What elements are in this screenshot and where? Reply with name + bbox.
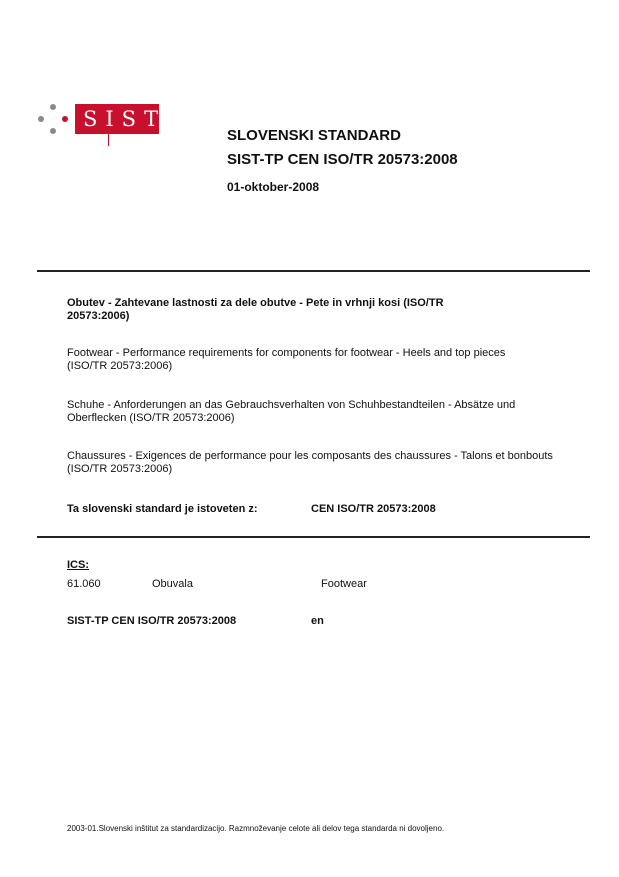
logo-dot <box>50 104 56 110</box>
standard-code: SIST-TP CEN ISO/TR 20573:2008 <box>227 151 458 168</box>
logo-dot-red <box>62 116 68 122</box>
ics-term-en: Footwear <box>321 578 367 590</box>
logo-divider <box>108 134 109 146</box>
logo-wordmark: SIST <box>75 104 159 134</box>
title-english: Footwear - Performance requirements for components for footwear - Heels and top pieces (ISO/TR 20573:2006) <box>67 347 506 372</box>
publication-date: 01-oktober-2008 <box>227 180 320 194</box>
top-divider <box>37 270 590 272</box>
middle-divider <box>37 536 590 538</box>
copyright-notice: 2003-01.Slovenski inštitut za standardizacijo. Razmnoževanje celote ali delov tega standarda ni dovoljeno. <box>67 824 445 833</box>
identical-value: CEN ISO/TR 20573:2008 <box>311 503 436 515</box>
sist-logo <box>36 104 166 144</box>
reference-code: SIST-TP CEN ISO/TR 20573:2008 <box>67 615 237 627</box>
reference-lang: en <box>311 615 324 627</box>
ics-term-sl: Obuvala <box>152 578 193 590</box>
logo-dot <box>50 128 56 134</box>
identical-label: Ta slovenski standard je istoveten z: <box>67 503 258 515</box>
ics-heading: ICS: <box>67 559 89 571</box>
standard-type: SLOVENSKI STANDARD <box>227 127 401 144</box>
title-french: Chaussures - Exigences de performance pour les composants des chaussures - Talons et bonbouts (ISO/TR 20573:2006) <box>67 450 553 475</box>
title-german: Schuhe - Anforderungen an das Gebrauchsverhalten von Schuhbestandteilen - Absätze und Oberflecken (ISO/TR 20573:2006) <box>67 399 516 424</box>
ics-code: 61.060 <box>67 578 101 590</box>
logo-dot <box>38 116 44 122</box>
title-slovenian: Obutev - Zahtevane lastnosti za dele obutve - Pete in vrhnji kosi (ISO/TR 20573:2006) <box>67 297 444 322</box>
